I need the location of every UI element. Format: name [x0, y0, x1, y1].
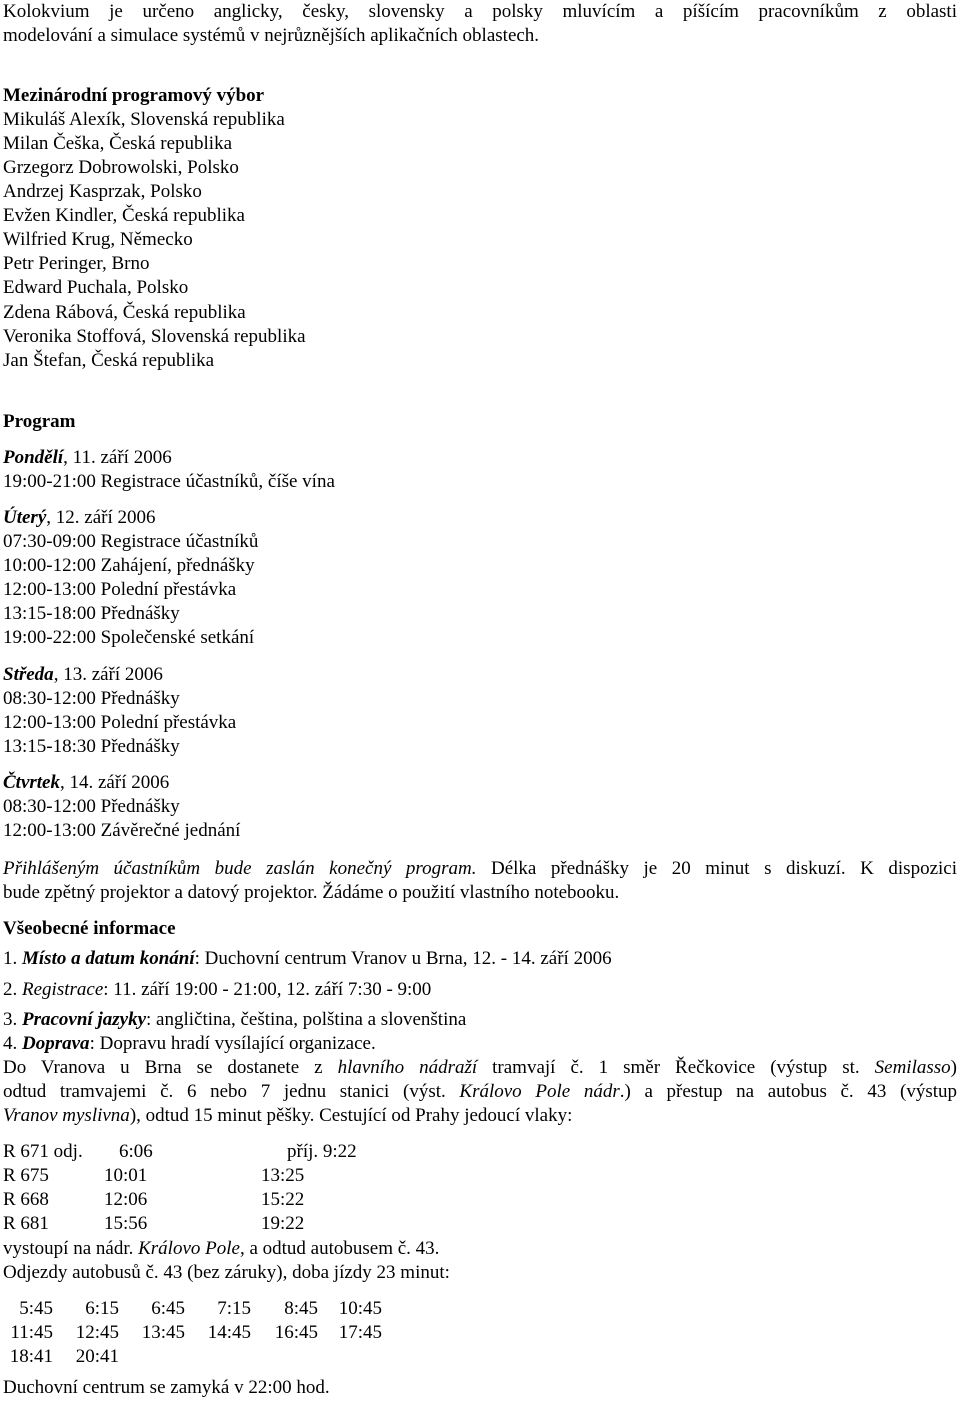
bus-time: 5:45: [19, 1298, 53, 1319]
directions-text: tramvají č. 1 směr Řečkovice (výstup st.: [477, 1057, 875, 1078]
day-date: , 14. září 2006: [60, 772, 170, 793]
info-item-transport: [3, 1032, 376, 1056]
directions-line-1: [3, 1056, 957, 1080]
program-heading: Program: [3, 411, 76, 432]
general-heading: Všeobecné informace: [3, 918, 176, 939]
bus-time: 11:45: [10, 1322, 53, 1343]
after-trains-text: , a odtud autobusem č. 43.: [239, 1238, 440, 1259]
info-item-registration: [3, 978, 431, 1002]
closing-note: Duchovní centrum se zamyká v 22:00 hod.: [3, 1377, 330, 1398]
train-departure: 15:56: [104, 1213, 148, 1234]
committee-member: Zdena Rábová, Česká republika: [3, 302, 246, 323]
train-number: R 671 odj.: [3, 1141, 83, 1162]
train-number: R 675: [3, 1165, 49, 1186]
directions-line-3: [3, 1104, 572, 1128]
program-item: 12:00-13:00 Závěrečné jednání: [3, 820, 241, 841]
day-name: Úterý: [3, 507, 47, 528]
program-item: 12:00-13:00 Polední přestávka: [3, 712, 237, 733]
train-number: R 668: [3, 1189, 49, 1210]
item-text: : Duchovní centrum Vranov u Brna, 12. - 14. září 2006: [194, 948, 612, 969]
intro-line-2: modelování a simulace systémů v nejrůznějších aplikačních oblastech.: [3, 25, 540, 46]
item-number: 4.: [3, 1033, 22, 1054]
info-item-languages: [3, 1008, 466, 1032]
bus-time: 12:45: [75, 1322, 119, 1343]
committee-member: Edward Puchala, Polsko: [3, 277, 189, 298]
directions-text: Do Vranova u Brna se dostanete z: [3, 1057, 338, 1078]
train-departure: 12:06: [104, 1189, 148, 1210]
bus-time: 18:41: [9, 1346, 53, 1367]
item-label: Místo a datum konání: [22, 948, 195, 969]
day-date: , 11. září 2006: [63, 447, 172, 468]
directions-line-2: [3, 1080, 957, 1104]
directions-place: Královo Pole nádr: [459, 1081, 620, 1102]
program-item: 12:00-13:00 Polední přestávka: [3, 579, 237, 600]
info-item-venue: [3, 947, 612, 971]
program-item: 07:30-09:00 Registrace účastníků: [3, 531, 259, 552]
program-item: 10:00-12:00 Zahájení, přednášky: [3, 555, 255, 576]
committee-heading: Mezinárodní programový výbor: [3, 85, 265, 106]
directions-place: Semilasso: [874, 1057, 951, 1078]
after-trains-line: [3, 1237, 439, 1261]
directions-place: Vranov myslivna: [3, 1105, 130, 1126]
notice-line-1: [3, 857, 957, 881]
bus-time: 6:15: [85, 1298, 119, 1319]
bus-time: 13:45: [141, 1322, 185, 1343]
committee-member: Mikuláš Alexík, Slovenská republika: [3, 109, 285, 130]
program-day-title: [3, 663, 163, 687]
directions-text: ): [950, 1057, 957, 1078]
train-departure: 6:06: [119, 1141, 153, 1162]
bus-time: 7:15: [217, 1298, 251, 1319]
day-name: Čtvrtek: [3, 772, 60, 793]
day-date: , 13. září 2006: [53, 664, 163, 685]
notice-line-2: bude zpětný projektor a datový projektor. Žádáme o použití vlastního notebooku.: [3, 882, 620, 903]
program-item: 19:00-21:00 Registrace účastníků, číše vína: [3, 471, 335, 492]
item-number: 3.: [3, 1009, 22, 1030]
committee-member: Evžen Kindler, Česká republika: [3, 205, 245, 226]
program-day-title: [3, 506, 156, 530]
committee-member: Veronika Stoffová, Slovenská republika: [3, 326, 306, 347]
day-name: Středa: [3, 664, 54, 685]
bus-time: 6:45: [151, 1298, 185, 1319]
item-text: : Dopravu hradí vysílající organizace.: [89, 1033, 376, 1054]
train-arrival: 15:22: [261, 1189, 305, 1210]
train-departure: 10:01: [104, 1165, 148, 1186]
bus-time: 10:45: [338, 1298, 382, 1319]
program-day-title: [3, 771, 169, 795]
train-arrival: příj. 9:22: [287, 1141, 357, 1162]
train-arrival: 19:22: [261, 1213, 305, 1234]
train-arrival: 13:25: [261, 1165, 305, 1186]
bus-time: 20:41: [75, 1346, 119, 1367]
program-item: 19:00-22:00 Společenské setkání: [3, 627, 255, 648]
after-trains-place: Královo Pole: [138, 1238, 240, 1259]
item-label: Doprava: [22, 1033, 90, 1054]
bus-time: 17:45: [338, 1322, 382, 1343]
item-label: Registrace: [22, 979, 104, 1000]
program-item: 13:15-18:30 Přednášky: [3, 736, 180, 757]
directions-text: .) a přestup na autobus č. 43 (výstup: [619, 1081, 957, 1102]
program-day-title: [3, 446, 172, 470]
item-text: : angličtina, čeština, polština a slovenština: [146, 1009, 467, 1030]
notice-italic: Přihlášeným účastníkům bude zaslán konečný program.: [3, 858, 477, 879]
committee-member: Andrzej Kasprzak, Polsko: [3, 181, 202, 202]
committee-member: Petr Peringer, Brno: [3, 253, 150, 274]
item-number: 1.: [3, 948, 22, 969]
directions-text: odtud tramvajemi č. 6 nebo 7 jednu stanici (výst.: [3, 1081, 460, 1102]
day-name: Pondělí: [3, 447, 64, 468]
directions-place: hlavního nádraží: [337, 1057, 478, 1078]
day-date: , 12. září 2006: [46, 507, 156, 528]
item-number: 2.: [3, 979, 22, 1000]
committee-member: Wilfried Krug, Německo: [3, 229, 193, 250]
program-item: 08:30-12:00 Přednášky: [3, 796, 180, 817]
after-trains-text: vystoupí na nádr.: [3, 1238, 139, 1259]
intro-line-1: Kolokvium je určeno anglicky, česky, slovensky a polsky mluvícím a píšícím pracovníkům z oblasti: [3, 1, 957, 22]
item-text: : 11. září 19:00 - 21:00, 12. září 7:30 - 9:00: [103, 979, 432, 1000]
program-item: 08:30-12:00 Přednášky: [3, 688, 180, 709]
committee-member: Jan Štefan, Česká republika: [3, 350, 215, 371]
committee-member: Milan Češka, Česká republika: [3, 133, 233, 154]
item-label: Pracovní jazyky: [22, 1009, 147, 1030]
bus-time: 8:45: [284, 1298, 318, 1319]
notice-rest: Délka přednášky je 20 minut s diskuzí. K dispozici: [476, 858, 957, 879]
bus-time: 14:45: [207, 1322, 251, 1343]
train-number: R 681: [3, 1213, 49, 1234]
bus-time: 16:45: [274, 1322, 318, 1343]
directions-text: ), odtud 15 minut pěšky. Cestující od Prahy jedoucí vlaky:: [129, 1105, 573, 1126]
committee-member: Grzegorz Dobrowolski, Polsko: [3, 157, 239, 178]
program-item: 13:15-18:00 Přednášky: [3, 603, 180, 624]
bus-heading: Odjezdy autobusů č. 43 (bez záruky), doba jízdy 23 minut:: [3, 1262, 450, 1283]
